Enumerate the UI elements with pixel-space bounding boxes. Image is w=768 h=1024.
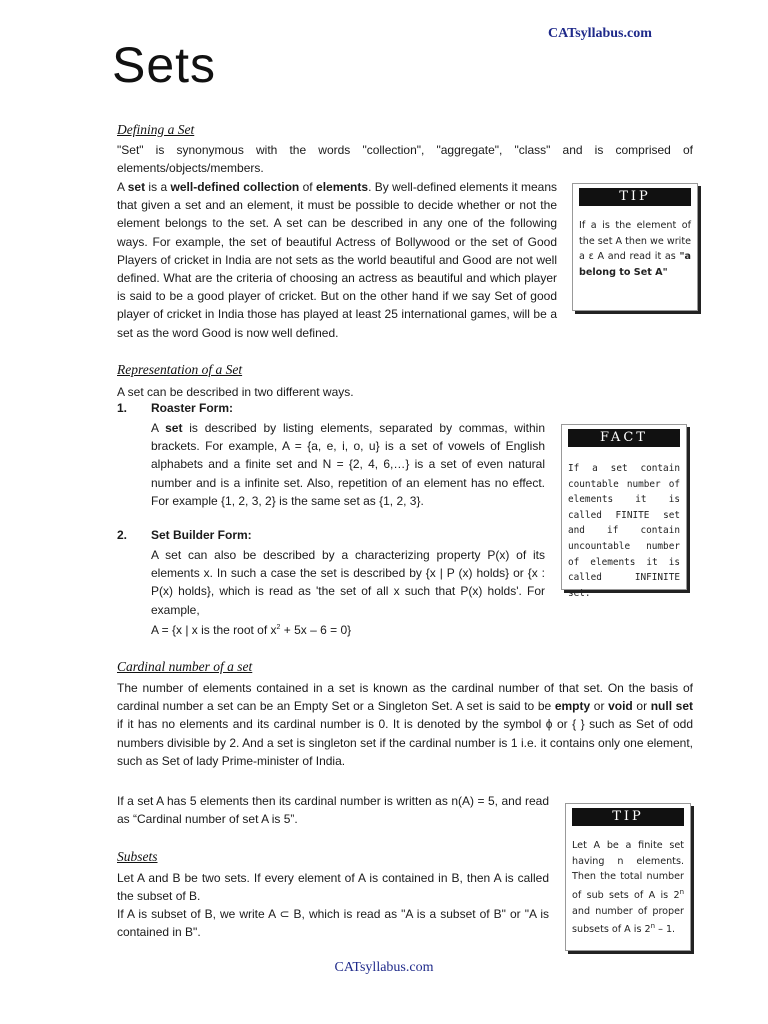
heading-defining-a-set: Defining a Set [117,122,195,137]
fact-label: FACT [568,429,680,447]
tip-box-element [572,183,698,311]
paragraph-subset-notation: If A is subset of B, we write A ⊂ B, which is read as "A is a subset of B" or "A is contained in B". [117,907,549,940]
tip-text: Let A be a finite set having n elements. Then the total number of sub sets of A is 2$^n$ and number of proper subsets of A is 2$^n$ – 1. [572,840,684,936]
paragraph-subset-definition: Let A and B be two sets. If every element of A is contained in B, then A is called the subset of B. [117,871,549,904]
item-number-2: 2. [117,528,128,542]
paragraph-roaster-form: A set is described by listing elements, separated by commas, within brackets. For example, A = {a, e, i, o, u} is a set of vowels of English alphabets and a finite set and N = {2, 4, 6,…} is a set of even natural number and is a infinite set. Also, repetition of an element has no effect. For example {1, 2, 3, 2} is the same set as {1, 2, 3}. [151,421,545,508]
heading-subsets: Subsets [117,849,158,864]
paragraph-cardinal-number: The number of elements contained in a set is known as the cardinal number of that set. On the basis of cardinal number a set can be an Empty Set or a Singleton Set. A set is said to be empty or void or null set if it has no elements and its cardinal number is 0. It is denoted by the symbol ϕ or { } such as Set of odd numbers divisible by 2. And a set is singleton set if the cardinal number is 1 i.e. it contains only one element, such as Set of lady Prime-minister of India. [117,681,694,768]
formula-set-builder-example: A = {x | x is the root of $x^2 + 5x - 6 = 0$} [151,623,352,637]
site-footer-link[interactable]: CATsyllabus.com [334,960,434,975]
tip-label: TIP [572,808,684,826]
page-title: Sets [112,37,217,93]
tip-text: If a is the element of the set A then we write a ε A and read it as "a belong to Set A" [579,220,691,278]
paragraph-set-synonyms: "Set" is synonymous with the words "collection", "aggregate", "class" and is comprised of elements/objects/members. [117,143,693,176]
fact-box-finite-infinite [561,424,687,599]
paragraph-representation-intro: A set can be described in two different ways. [117,385,354,399]
paragraph-set-builder-form: A set can also be described by a characterizing property P(x) of its elements x. In such a case the set is described by {x | P (x) holds} or {x : P(x) holds}, which is read as 'the set of all x such that P(x) holds'. For example, [151,548,545,617]
tip-box-subsets [565,803,691,951]
tip-label: TIP [579,188,691,206]
site-header-link[interactable]: CATsyllabus.com [548,26,652,41]
paragraph-cardinal-example: If a set A has 5 elements then its cardinal number is written as n(A) = 5, and read as “Cardinal number of set A is 5”. [117,794,549,827]
heading-representation-of-a-set: Representation of a Set [117,362,243,377]
heading-cardinal-number: Cardinal number of a set [117,659,253,674]
item-label-roaster-form: Roaster Form: [151,401,234,415]
paragraph-set-definition: A set is a well-defined collection of elements. By well-defined elements it means that given a set and an element, it must be possible to decide whether or not the element belongs to the set. A set can be described in any one of the following ways. For example, the set of beautiful Actress of Bollywood or the set of Good Players of cricket in India are not sets as the world beautiful and Good are not well defined. What are the criteria of choosing an actress as beautiful and which player is said to be a good player of cricket. But on the other hand if we say Set of good player of cricket in India those has played at least 25 international games, will be a set as the word Good is now well defined. [117,180,558,340]
item-number-1: 1. [117,401,128,415]
item-label-set-builder-form: Set Builder Form: [151,528,252,542]
fact-text: If a set contain countable number of elements it is called FINITE set and if contain uncountable number of elements it is called INFINITE set. [568,463,680,599]
